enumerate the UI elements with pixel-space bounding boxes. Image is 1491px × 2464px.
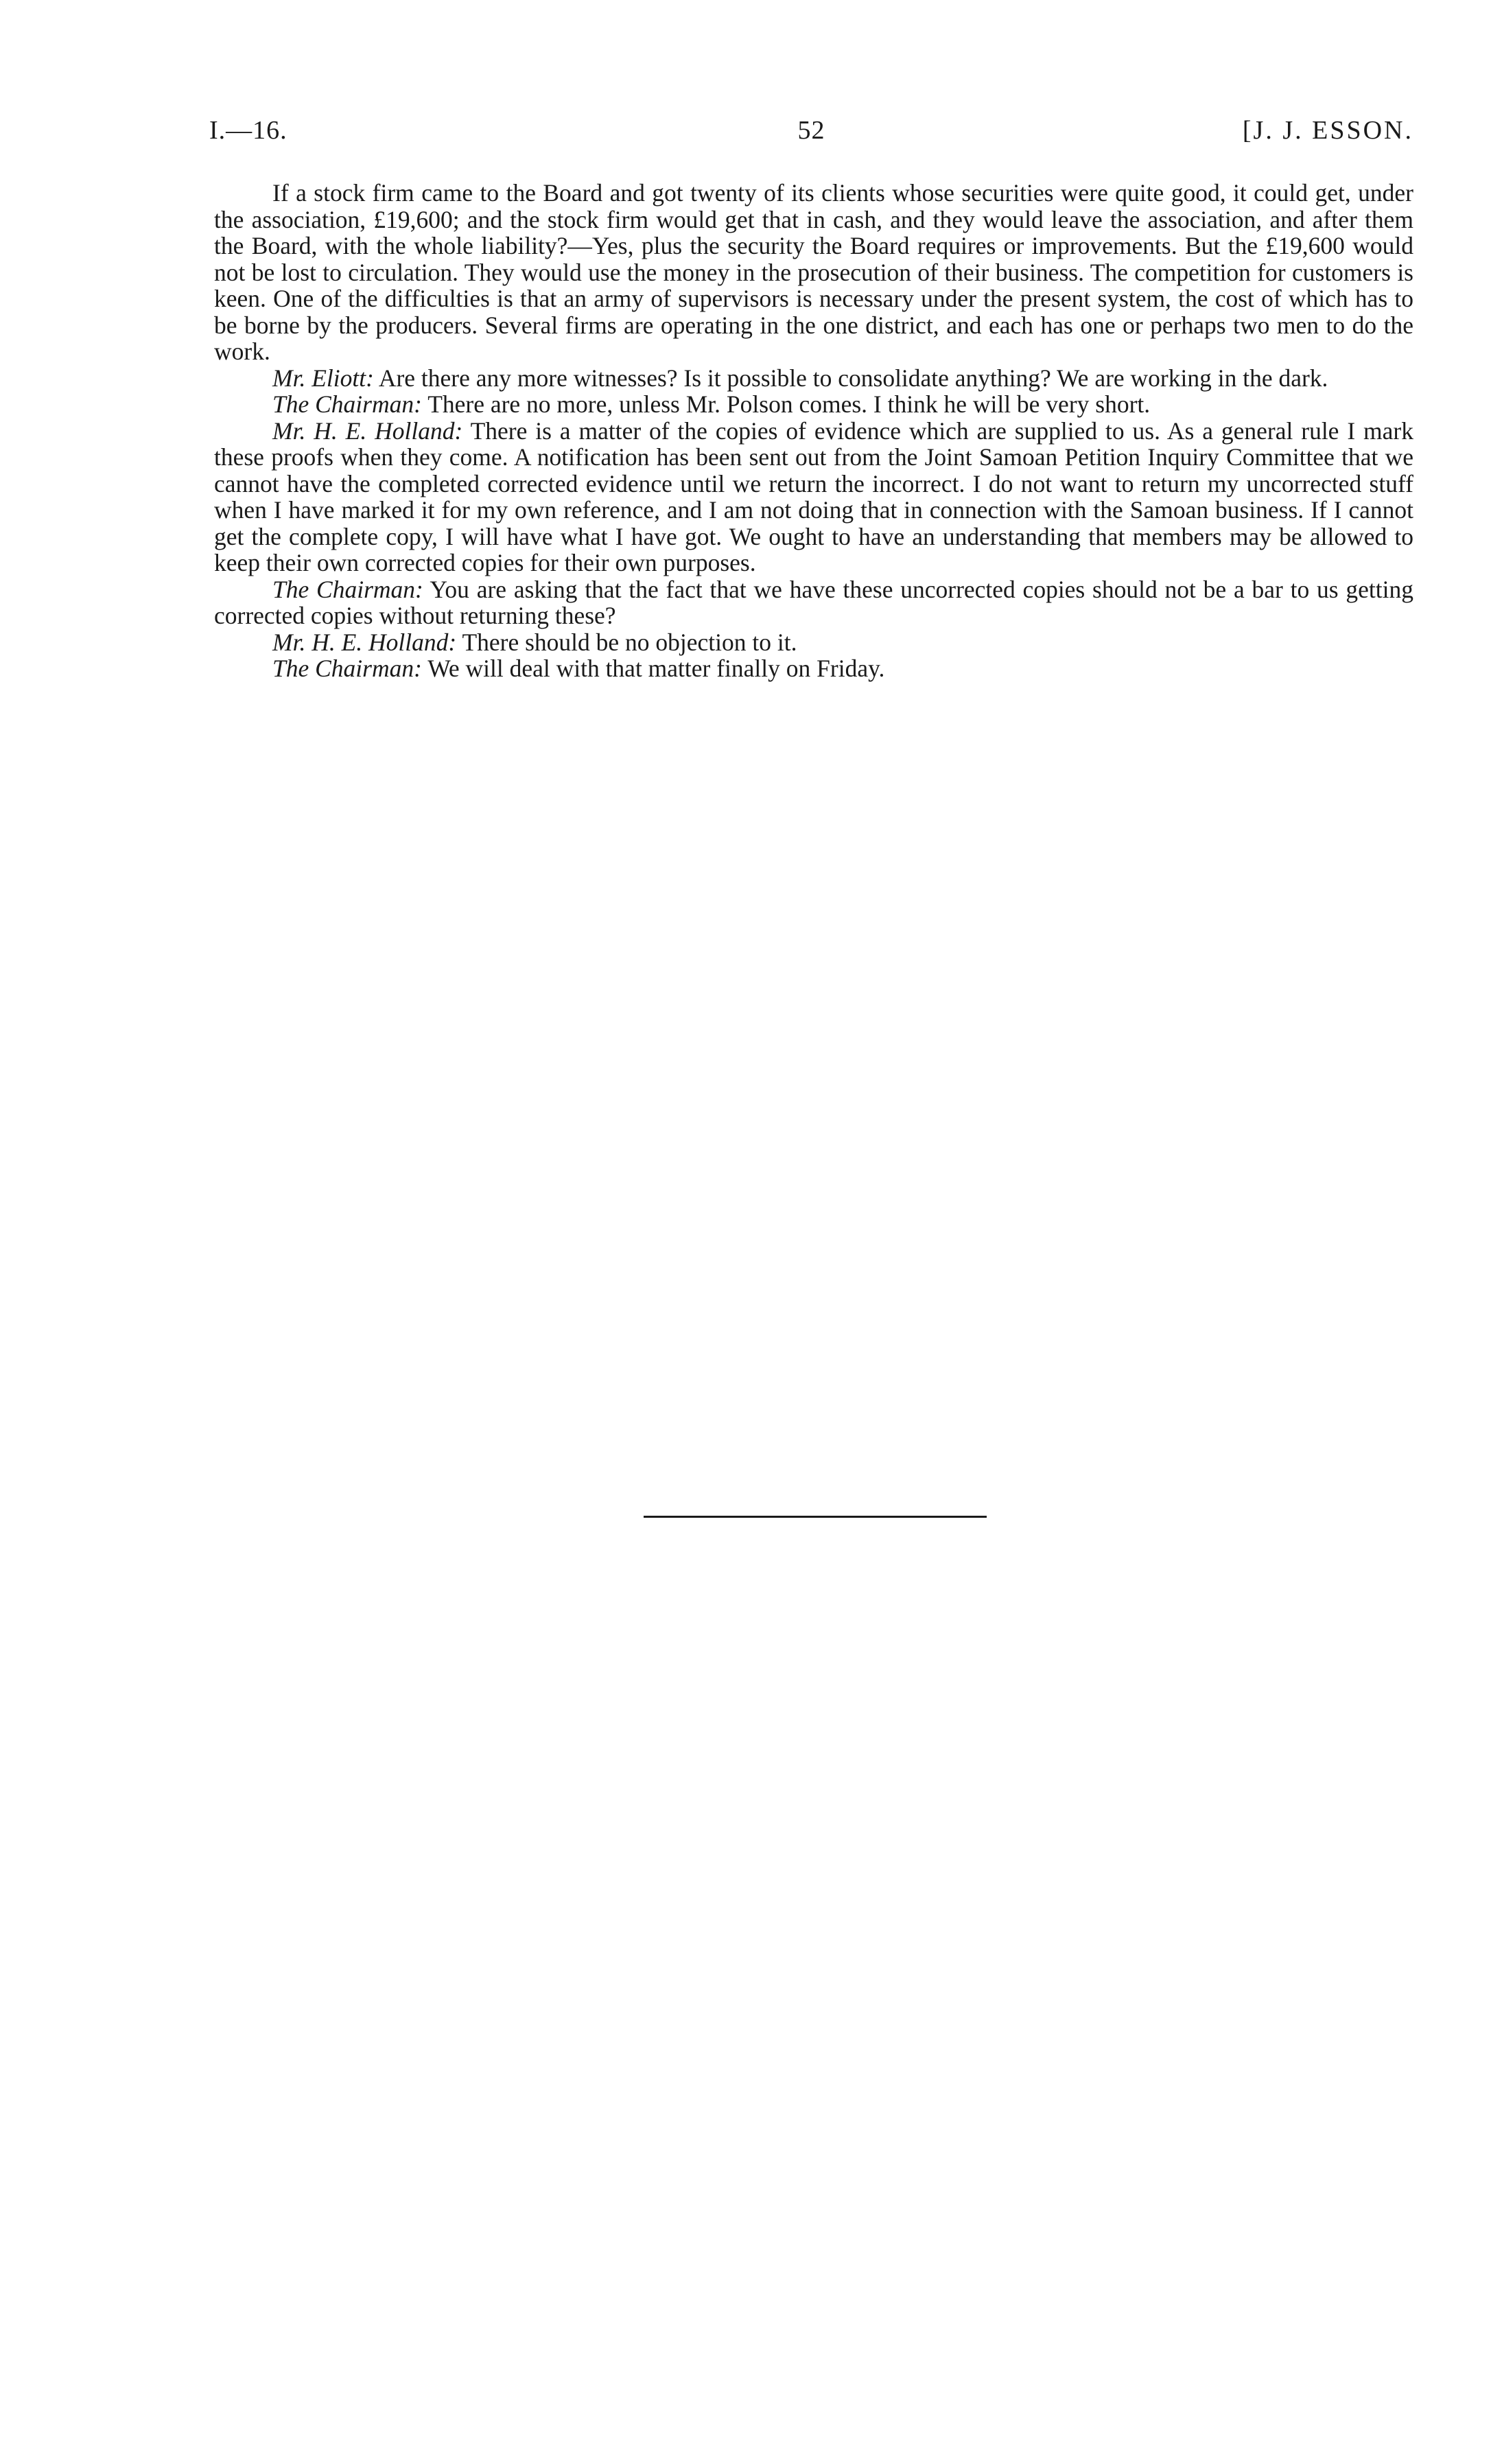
paragraph [214, 391, 1413, 418]
paragraph [214, 418, 1413, 576]
paragraph-text: If a stock firm came to the Board and got twenty of its clients whose securities were quite good, it could get, under the association, £19,600; and the stock firm would get that in cash, and they would leave the association, and after them the Board, with the whole liability?—Yes, plus the security the Board requires or improvements. But the £19,600 would not be lost to circulation. They would use the money in the prosecution of their business. The competition for customers is keen. One of the difficulties is that an army of supervisors is necessary under the present system, the cost of which has to be borne by the producers. Several firms are operating in the one district, and each has one or perhaps two men to do the work. [214, 179, 1413, 366]
speaker-name: Mr. H. E. Holland: [272, 416, 463, 445]
speaker-name: Mr. H. E. Holland: [272, 628, 457, 656]
witness-name: [J. J. ESSON. [1242, 116, 1413, 145]
paragraph [214, 655, 1413, 682]
speaker-name: The Chairman: [272, 575, 423, 603]
paragraph-text: Are there any more witnesses? Is it possible to consolidate anything? We are working in the dark. [378, 364, 1328, 392]
paragraph-text: There are no more, unless Mr. Polson comes. I think he will be very short. [427, 390, 1151, 419]
paragraph [214, 365, 1413, 392]
paragraph-text: There is a matter of the copies of evidence which are supplied to us. As a general rule I mark these proofs when they come. A notification has been sent out from the Joint Samoan Petition Inquiry Committee that we cannot have the completed corrected evidence until we return the incorrect. I do not want to return my uncorrected stuff when I have marked it for my own reference, and I am not doing that in connection with the Samoan business. If I cannot get the complete copy, I will have what I have got. We ought to have an understanding that members may be allowed to keep their own corrected copies for their own purposes. [214, 416, 1414, 577]
page-header [209, 115, 1413, 156]
document-body [214, 180, 1413, 682]
section-divider [644, 1516, 987, 1518]
paragraph [214, 180, 1413, 365]
paragraph-text: You are asking that the fact that we have these uncorrected copies should not be a bar to us getting corrected copies without returning these? [214, 575, 1413, 630]
paragraph-text: There should be no objection to it. [462, 628, 797, 656]
paper-reference: I.—16. [209, 116, 287, 145]
page-number: 52 [797, 116, 825, 145]
speaker-name: The Chairman: [272, 655, 422, 683]
paragraph-text: We will deal with that matter finally on Friday. [427, 655, 885, 683]
paragraph [214, 576, 1413, 629]
speaker-name: The Chairman: [272, 390, 422, 419]
speaker-name: Mr. Eliott: [272, 364, 374, 392]
paragraph [214, 629, 1413, 656]
